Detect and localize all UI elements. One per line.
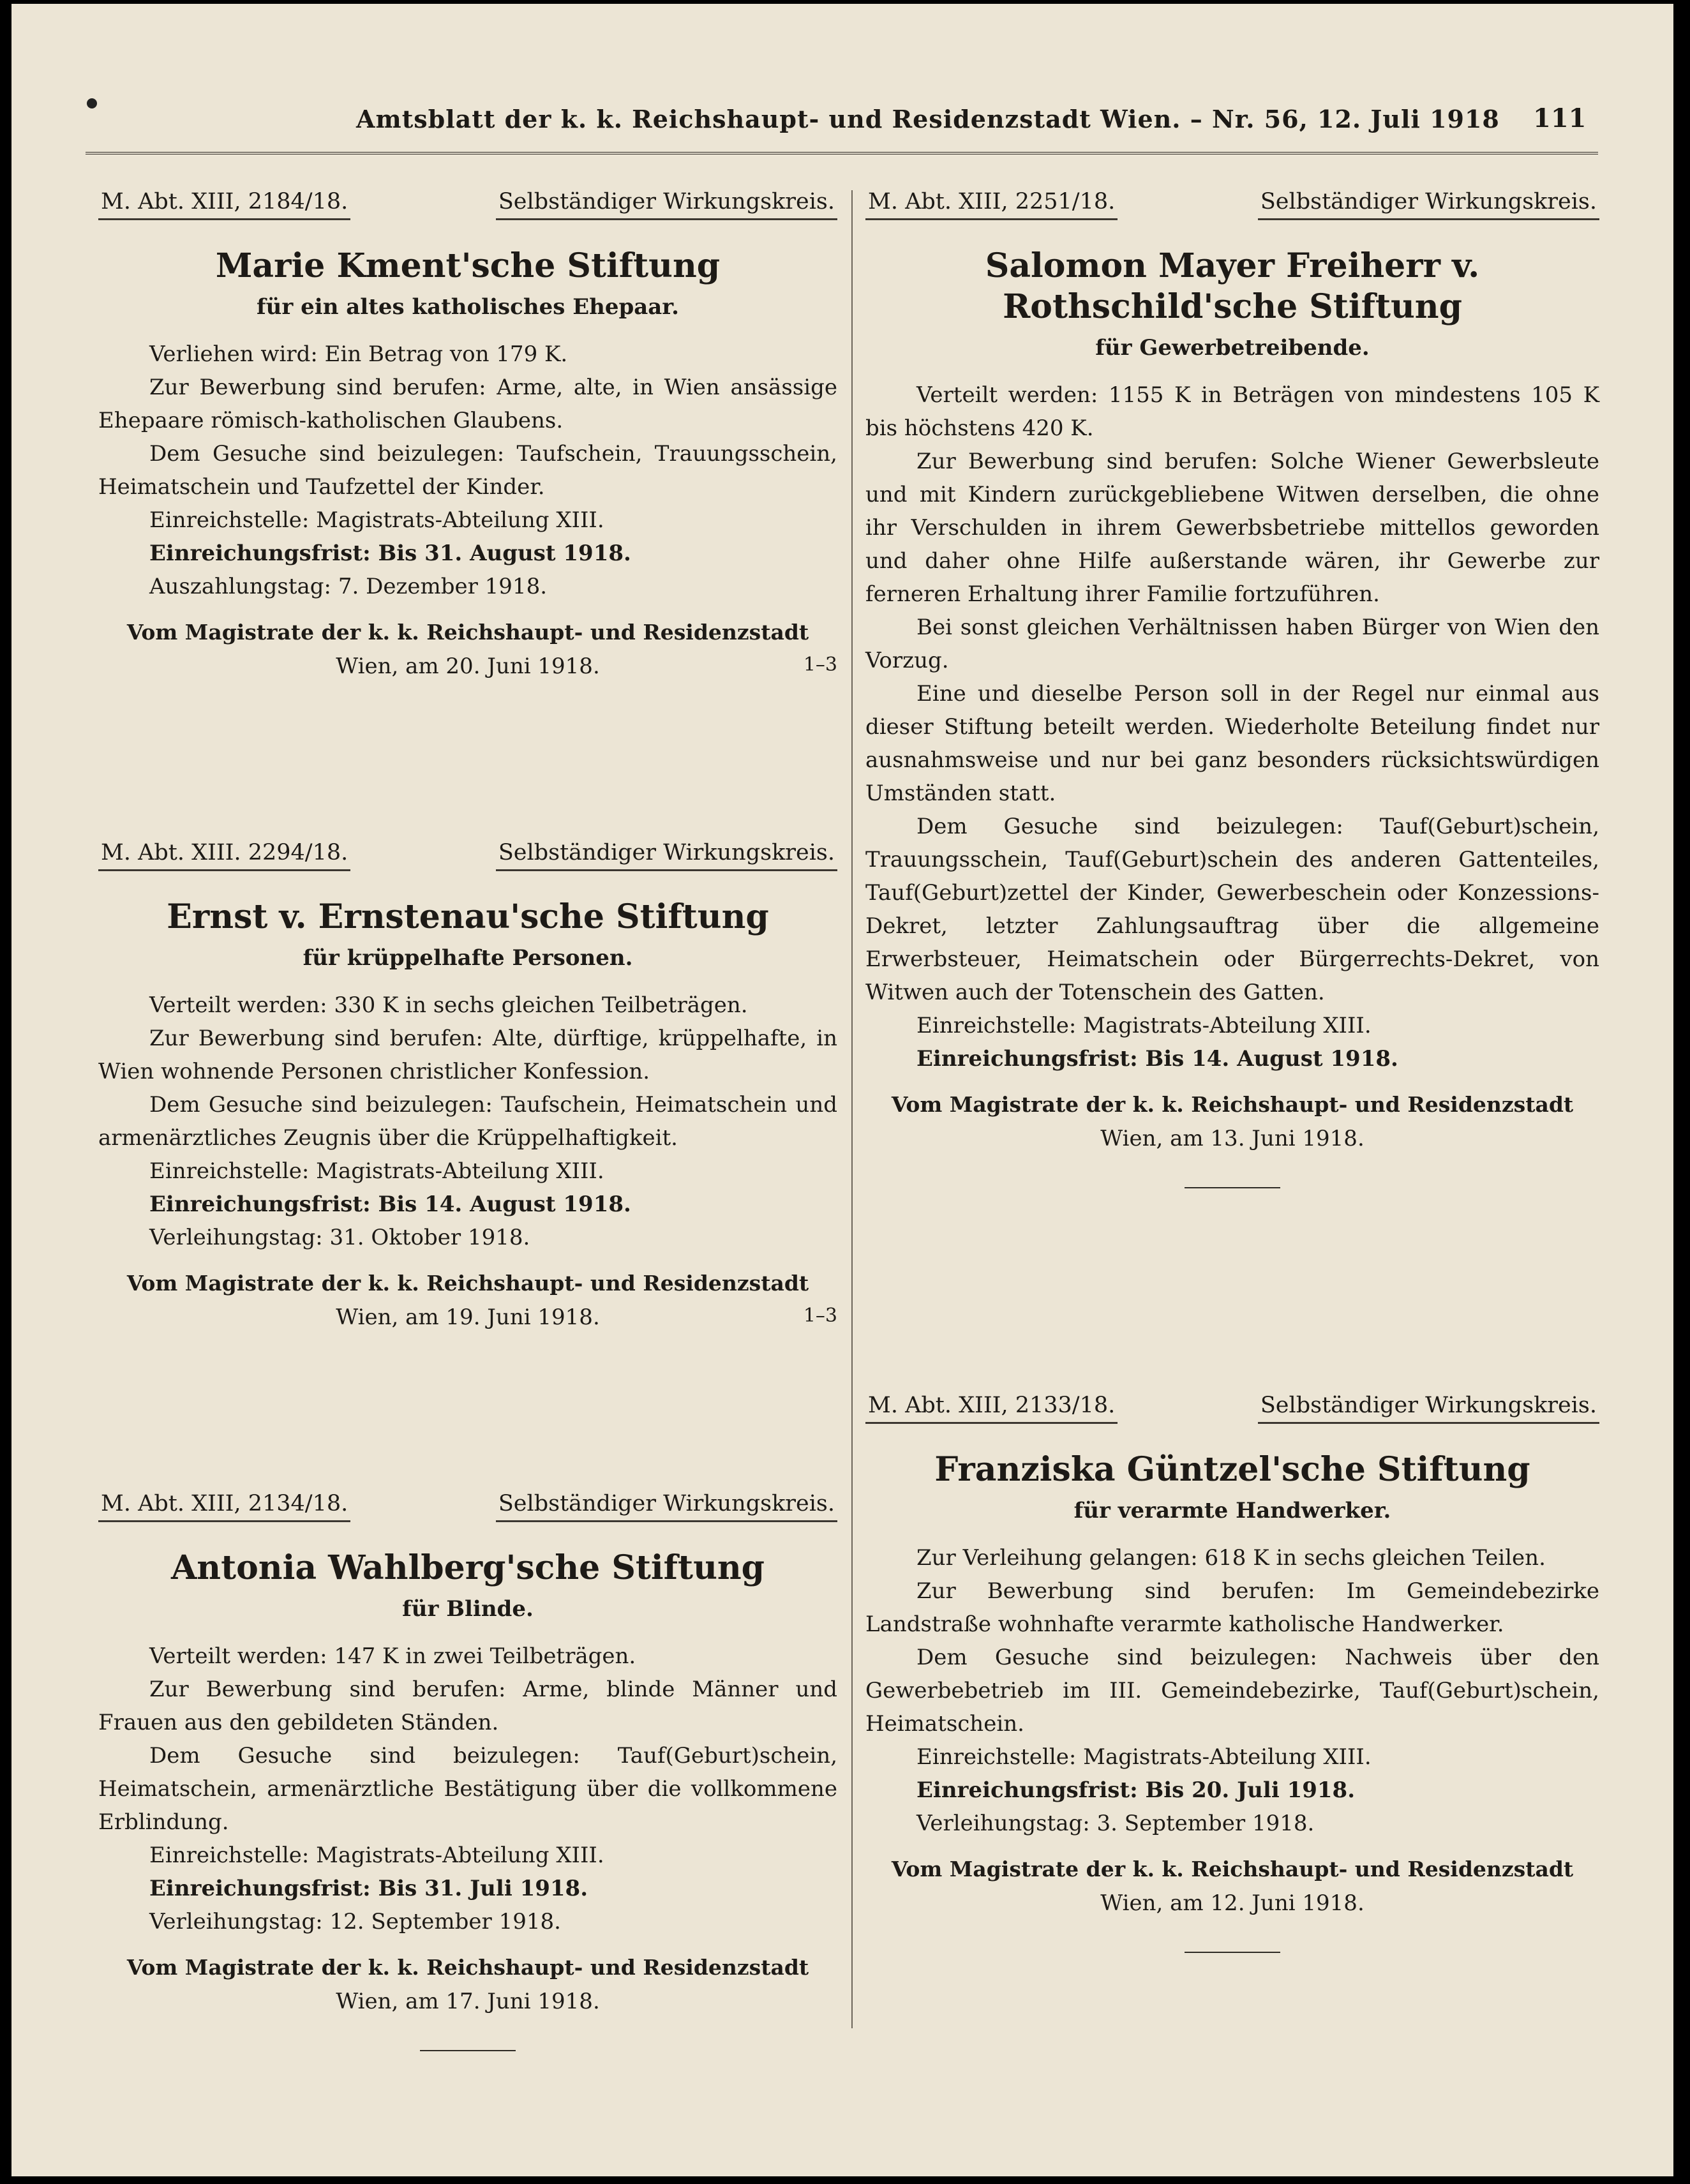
page-number: 111 bbox=[1533, 103, 1587, 133]
date: Wien, am 13. Juni 1918. bbox=[1100, 1126, 1365, 1151]
paragraph: Verteilt werden: 147 K in zwei Teilbeträgen. bbox=[149, 1643, 636, 1669]
article-subtitle: für Blinde. bbox=[402, 1596, 534, 1622]
paragraph: Dem Gesuche sind beizulegen: Tauf(Geburt)schein, Trauungsschein, Tauf(Geburt)schein des anderen Gattenteiles, Tauf(Geburt)zettel der Kinder, Gewerbeschein oder Konzessions-Dekret, letzter Zahlungsauftrag über die allgemeine Erwerbsteuer, Heimatschein oder Bürgerrechts-Dekret, von Witwen auch der Totenschein des Gatten. bbox=[865, 814, 1599, 1005]
article-meta bbox=[865, 189, 1599, 220]
paragraph: Einreichstelle: Magistrats-Abteilung XIII. bbox=[916, 1744, 1372, 1770]
article-body bbox=[98, 338, 837, 603]
paragraph: Verteilt werden: 1155 K in Beträgen von mindestens 105 K bis höchstens 420 K. bbox=[865, 382, 1599, 441]
date-line bbox=[865, 1890, 1599, 1916]
article-meta bbox=[98, 840, 837, 871]
paragraph: Einreichungsfrist: Bis 14. August 1918. bbox=[916, 1046, 1398, 1072]
article-body bbox=[98, 1640, 837, 1938]
scope-label: Selbständiger Wirkungskreis. bbox=[1258, 1393, 1599, 1424]
signature: Vom Magistrate der k. k. Reichshaupt- und Residenzstadt bbox=[126, 620, 809, 645]
article-ernstenau bbox=[98, 840, 837, 1330]
paragraph: Einreichungsfrist: Bis 14. August 1918. bbox=[149, 1192, 631, 1217]
article-meta bbox=[865, 1393, 1599, 1424]
separator-rule bbox=[1185, 1187, 1280, 1188]
signature: Vom Magistrate der k. k. Reichshaupt- und Residenzstadt bbox=[126, 1271, 809, 1296]
paragraph: Einreichungsfrist: Bis 20. Juli 1918. bbox=[916, 1777, 1356, 1803]
paragraph: Auszahlungstag: 7. Dezember 1918. bbox=[149, 574, 548, 599]
article-title: Ernst v. Ernstenau'sche Stiftung bbox=[167, 897, 769, 936]
paragraph: Verleihungstag: 31. Oktober 1918. bbox=[149, 1225, 530, 1250]
date-line bbox=[98, 654, 837, 679]
paragraph: Dem Gesuche sind beizulegen: Taufschein, Heimatschein und armenärztliches Zeugnis über die Krüppelhaftigkeit. bbox=[98, 1092, 837, 1151]
article-kment bbox=[98, 189, 837, 679]
article-title: Marie Kment'sche Stiftung bbox=[215, 246, 721, 285]
signature: Vom Magistrate der k. k. Reichshaupt- und Residenzstadt bbox=[891, 1092, 1574, 1117]
paragraph: Bei sonst gleichen Verhältnissen haben Bürger von Wien den Vorzug. bbox=[865, 615, 1599, 673]
paragraph: Zur Bewerbung sind berufen: Solche Wiener Gewerbsleute und mit Kindern zurückgebliebene Witwen derselben, die ohne ihr Verschulden in ihrem Gewerbsbetriebe mittellos geworden und daher ohne Hilfe außerstande wären, ihr Gewerbe zur ferneren Erhaltung ihrer Familie fortzuführen. bbox=[865, 449, 1599, 607]
paragraph: Dem Gesuche sind beizulegen: Taufschein, Trauungsschein, Heimatschein und Taufzettel der Kinder. bbox=[98, 441, 837, 500]
separator-rule bbox=[1185, 1952, 1280, 1953]
paragraph: Verliehen wird: Ein Betrag von 179 K. bbox=[149, 341, 568, 367]
newspaper-page bbox=[11, 4, 1673, 2176]
scope-label: Selbständiger Wirkungskreis. bbox=[496, 840, 837, 871]
insertion-number: 1–3 bbox=[803, 1305, 837, 1327]
paragraph: Einreichungsfrist: Bis 31. Juli 1918. bbox=[149, 1876, 588, 1901]
reference-number: M. Abt. XIII, 2134/18. bbox=[98, 1491, 350, 1522]
paragraph: Zur Bewerbung sind berufen: Im Gemeindebezirke Landstraße wohnhafte verarmte katholische Handwerker. bbox=[865, 1578, 1599, 1637]
header-rule bbox=[86, 152, 1598, 154]
article-meta bbox=[98, 1491, 837, 1522]
paragraph: Zur Verleihung gelangen: 618 K in sechs gleichen Teilen. bbox=[916, 1545, 1546, 1571]
date: Wien, am 17. Juni 1918. bbox=[336, 1989, 600, 2014]
ink-dot bbox=[87, 98, 97, 108]
date-line bbox=[865, 1126, 1599, 1151]
date: Wien, am 12. Juni 1918. bbox=[1100, 1890, 1365, 1916]
paragraph: Eine und dieselbe Person soll in der Regel nur einmal aus dieser Stiftung beteilt werden. Wiederholte Beteilung findet nur ausnahmsweise und nur bei ganz besonders rücksichtswürdigen Umständen statt. bbox=[865, 681, 1599, 806]
article-subtitle: für krüppelhafte Personen. bbox=[303, 945, 633, 971]
signature: Vom Magistrate der k. k. Reichshaupt- und Residenzstadt bbox=[126, 1955, 809, 1980]
article-title: Franziska Güntzel'sche Stiftung bbox=[934, 1450, 1530, 1489]
article-subtitle: für ein altes katholisches Ehepaar. bbox=[257, 294, 679, 320]
article-subtitle: für verarmte Handwerker. bbox=[1073, 1498, 1391, 1523]
article-body bbox=[865, 378, 1599, 1075]
article-guentzel bbox=[865, 1393, 1599, 1953]
article-subtitle: für Gewerbetreibende. bbox=[1095, 335, 1370, 361]
separator-rule bbox=[420, 2050, 516, 2051]
date-line bbox=[98, 1989, 837, 2014]
paragraph: Verleihungstag: 12. September 1918. bbox=[149, 1909, 561, 1934]
running-header: Amtsblatt der k. k. Reichshaupt- und Residenzstadt Wien. – Nr. 56, 12. Juli 1918 bbox=[356, 105, 1500, 133]
article-wahlberg bbox=[98, 1491, 837, 2051]
scope-label: Selbständiger Wirkungskreis. bbox=[496, 1491, 837, 1522]
reference-number: M. Abt. XIII. 2294/18. bbox=[98, 840, 350, 871]
paragraph: Verleihungstag: 3. September 1918. bbox=[916, 1811, 1315, 1836]
scope-label: Selbständiger Wirkungskreis. bbox=[1258, 189, 1599, 220]
article-meta bbox=[98, 189, 837, 220]
date-line bbox=[98, 1305, 837, 1330]
signature: Vom Magistrate der k. k. Reichshaupt- und Residenzstadt bbox=[891, 1857, 1574, 1881]
paragraph: Zur Bewerbung sind berufen: Alte, dürftige, krüppelhafte, in Wien wohnende Personen christlicher Konfession. bbox=[98, 1026, 837, 1084]
paragraph: Einreichstelle: Magistrats-Abteilung XIII. bbox=[149, 507, 604, 533]
article-body bbox=[98, 989, 837, 1254]
paragraph: Dem Gesuche sind beizulegen: Nachweis über den Gewerbebetrieb im III. Gemeindebezirke, Tauf(Geburt)schein, Heimatschein. bbox=[865, 1645, 1599, 1737]
article-rothschild bbox=[865, 189, 1599, 1188]
reference-number: M. Abt. XIII, 2251/18. bbox=[865, 189, 1118, 220]
reference-number: M. Abt. XIII, 2133/18. bbox=[865, 1393, 1118, 1424]
article-title: Antonia Wahlberg'sche Stiftung bbox=[170, 1548, 765, 1587]
article-body bbox=[865, 1541, 1599, 1840]
article-title: Salomon Mayer Freiherr v. Rothschild'sche Stiftung bbox=[985, 246, 1480, 326]
paragraph: Verteilt werden: 330 K in sechs gleichen Teilbeträgen. bbox=[149, 992, 748, 1018]
date: Wien, am 20. Juni 1918. bbox=[336, 654, 600, 679]
paragraph: Dem Gesuche sind beizulegen: Tauf(Geburt)schein, Heimatschein, armenärztliche Bestätigung über die vollkommene Erblindung. bbox=[98, 1743, 837, 1835]
date: Wien, am 19. Juni 1918. bbox=[336, 1305, 600, 1330]
column-divider bbox=[851, 190, 853, 2028]
paragraph: Einreichstelle: Magistrats-Abteilung XIII. bbox=[149, 1843, 604, 1868]
insertion-number: 1–3 bbox=[803, 654, 837, 676]
reference-number: M. Abt. XIII, 2184/18. bbox=[98, 189, 350, 220]
paragraph: Einreichstelle: Magistrats-Abteilung XIII. bbox=[149, 1158, 604, 1184]
paragraph: Zur Bewerbung sind berufen: Arme, blinde Männer und Frauen aus den gebildeten Ständen. bbox=[98, 1677, 837, 1735]
paragraph: Einreichungsfrist: Bis 31. August 1918. bbox=[149, 541, 631, 566]
scope-label: Selbständiger Wirkungskreis. bbox=[496, 189, 837, 220]
paragraph: Zur Bewerbung sind berufen: Arme, alte, in Wien ansässige Ehepaare römisch-katholischen Glaubens. bbox=[98, 375, 837, 433]
paragraph: Einreichstelle: Magistrats-Abteilung XIII. bbox=[916, 1013, 1372, 1038]
